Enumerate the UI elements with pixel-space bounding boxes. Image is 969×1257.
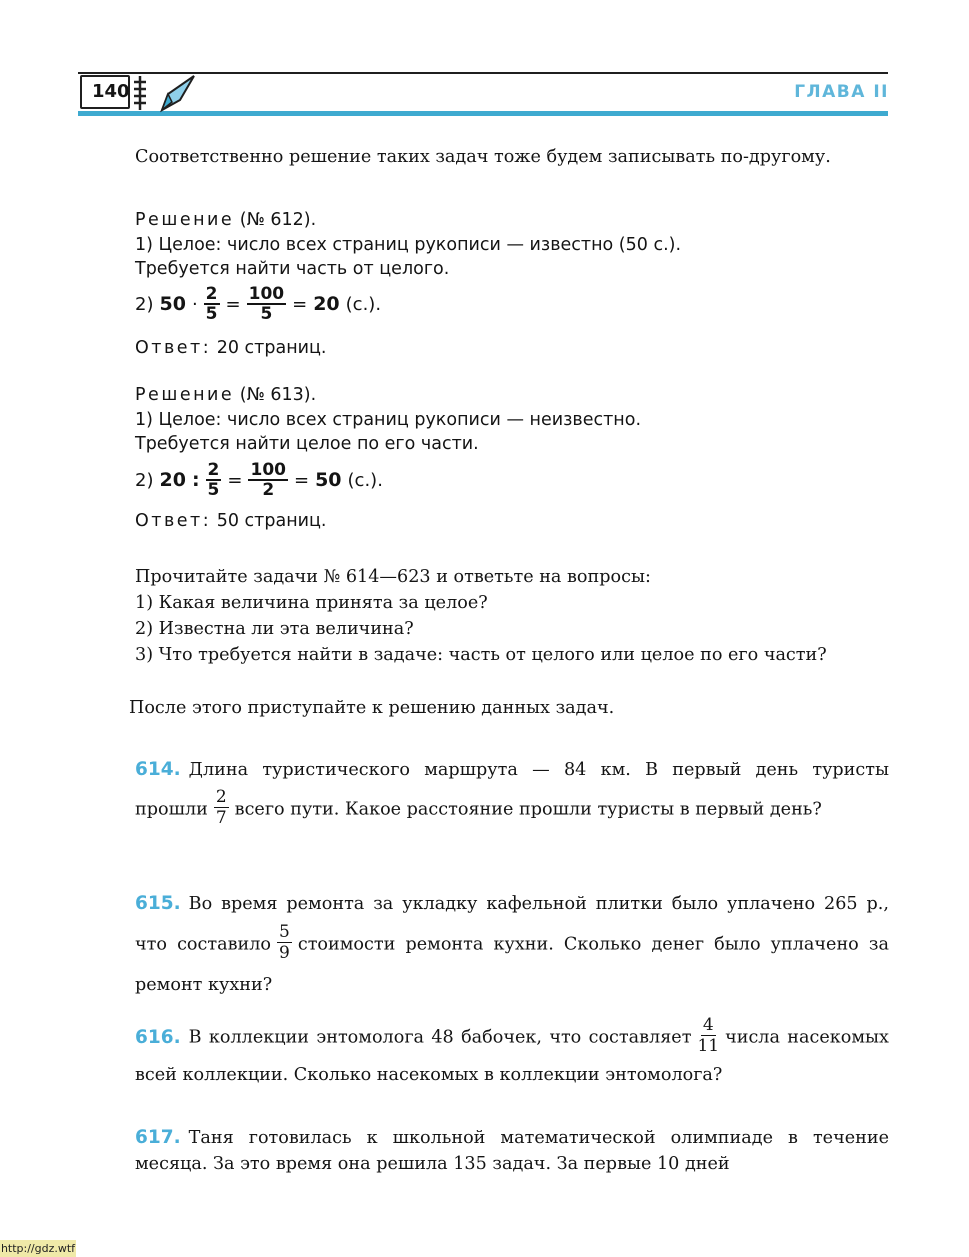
- solution-612-heading: [135, 208, 889, 232]
- formula-equals: =: [292, 293, 308, 315]
- formula-result: 50: [315, 469, 342, 491]
- solution-612-answer: [135, 336, 889, 360]
- answer-label: Ответ:: [135, 338, 212, 358]
- pencil-icon: [158, 72, 198, 114]
- formula-step: 2): [135, 293, 154, 315]
- page-header-bar: [78, 72, 888, 116]
- formula-equals: =: [225, 293, 241, 315]
- solution-613-line1: 1) Целое: число всех страниц рукописи — неизвестно.: [135, 410, 642, 430]
- solution-612-formula: [135, 281, 381, 327]
- problem-616: 616. В коллекции энтомолога 48 бабочек, что составляет $\frac{4}{11}$ числа насекомых всей коллекции. Сколько насекомых в коллекции энтомолога?: [135, 1015, 889, 1085]
- fraction: $\frac{100}{2}$: [250, 460, 286, 500]
- problem-617: 617. Таня готовилась к школьной математической олимпиаде в течение месяца. За это время она решила 135 задач. За первые 10 дней: [135, 1127, 889, 1174]
- problem-number: 616.: [135, 1026, 181, 1048]
- formula-operand: 50: [159, 293, 186, 315]
- formula-unit: (с.).: [347, 469, 383, 491]
- formula-unit: (с.).: [345, 293, 382, 315]
- solution-ref: (№ 612).: [239, 210, 317, 230]
- intro-paragraph: Соответственно решение таких задач тоже будем записывать по-другому.: [135, 147, 831, 167]
- formula-operand: 20: [159, 469, 186, 491]
- solution-613-formula: [135, 457, 383, 503]
- problem-number: 615.: [135, 893, 181, 914]
- solution-label: Решение: [135, 210, 235, 230]
- fraction: $\frac{2}{7}$: [215, 787, 227, 828]
- instructions-intro: Прочитайте задачи № 614—623 и ответьте на вопросы:: [135, 567, 651, 587]
- instructions-question-2: 2) Известна ли эта величина?: [135, 619, 414, 639]
- instructions-question-3: 3) Что требуется найти в задаче: часть от целого или целое по его части?: [135, 645, 827, 665]
- instructions-after: После этого приступайте к решению данных задач.: [129, 698, 615, 718]
- solution-612-line1: 1) Целое: число всех страниц рукописи — известно (50 с.).: [135, 235, 682, 255]
- formula-equals: =: [293, 469, 310, 491]
- solution-612-line2: Требуется найти часть от целого.: [135, 259, 450, 279]
- answer-value: 50 страниц.: [216, 511, 327, 531]
- fraction: $\frac{2}{5}$: [207, 460, 220, 500]
- formula-step: 2): [135, 469, 154, 491]
- fraction: $\frac{4}{11}$: [697, 1015, 720, 1056]
- problem-615: 615. Во время ремонта за укладку кафельной плитки было уплачено 265 р., что составило $\frac{5}{9}$ стоимости ремонта кухни. Сколько денег было уплачено за ремонт кухни?: [135, 893, 889, 995]
- solution-613-answer: [135, 509, 889, 533]
- solution-613-line2: Требуется найти целое по его части.: [135, 434, 479, 454]
- instructions-question-1: 1) Какая величина принята за целое?: [135, 593, 488, 613]
- problem-number: 617.: [135, 1127, 181, 1148]
- answer-label: Ответ:: [135, 511, 212, 531]
- formula-result: 20: [313, 293, 340, 315]
- problem-number: 614.: [135, 759, 181, 780]
- fraction: $\frac{100}{5}$: [248, 284, 285, 324]
- chapter-title: ГЛАВА II: [794, 82, 889, 102]
- answer-value: 20 страниц.: [216, 338, 327, 358]
- source-link[interactable]: http://gdz.wtf: [0, 1242, 76, 1255]
- problem-614: 614. Длина туристического маршрута — 84 км. В первый день туристы прошли $\frac{2}{7}$ всего пути. Какое расстояние прошли туристы в первый день?: [135, 759, 889, 828]
- binding-spine-icon: [131, 74, 149, 112]
- solution-613-heading: [135, 383, 889, 407]
- fraction: $\frac{2}{5}$: [205, 284, 218, 324]
- formula-operator: ·: [191, 293, 198, 315]
- formula-operator: :: [191, 469, 200, 491]
- solution-label: Решение: [135, 385, 235, 405]
- formula-equals: =: [227, 469, 243, 491]
- fraction: $\frac{5}{9}$: [279, 922, 290, 963]
- page-number: 140: [80, 75, 130, 109]
- solution-ref: (№ 613).: [239, 385, 317, 405]
